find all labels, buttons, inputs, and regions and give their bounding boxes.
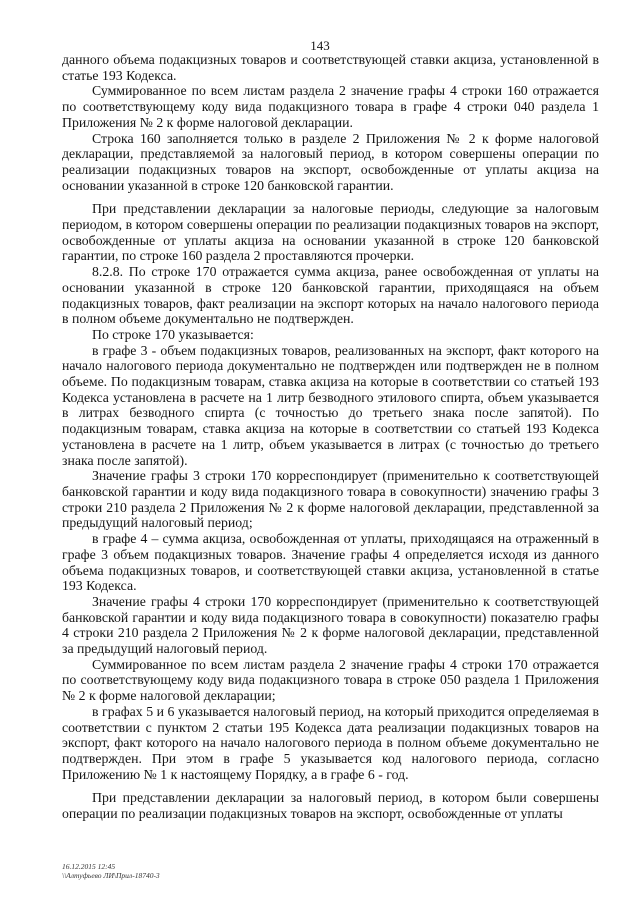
footer-date: 16.12.2015 12:45 bbox=[62, 862, 116, 871]
paragraph-line170-intro: По строке 170 указывается: bbox=[92, 326, 254, 342]
footer-file-path: \\Алтуфьево ЛИ\Прил-18740-3 bbox=[62, 871, 160, 880]
paragraph-column3: в графе 3 - объем подакцизных товаров, реализованных на экспорт, факт которого на начало налогового периода документально не подтвержден или подтвержден не в полном объеме. По подакцизным товарам, ставка акциза на которые в соответствии со статьей 193 Кодекса установлена в расчете на 1 литр безводного этилового спирта, объем указывается в литрах безводного спирта (с точностью до третьего знака после запятой). По подакцизным товарам, ставка акциза на которые в соответствии со статьей 193 Кодекса установлена в расчете на 1 литр, объем указывается в литрах (с точностью до третьего знака после запятой). bbox=[62, 342, 599, 468]
paragraph-column4: в графе 4 – сумма акциза, освобожденная от уплаты, приходящаяся на отраженный в графе 3 объем подакцизных товаров. Значение графы 4 определяется исходя из данного объема подакцизных товаров, и соответствующей ставки акциза, установленной в статье 193 Кодекса. bbox=[62, 531, 599, 594]
paragraph-continuation: данного объема подакцизных товаров и соответствующей ставки акциза, установленной в статье 193 Кодекса. bbox=[62, 52, 599, 83]
footer-stamp bbox=[62, 862, 160, 880]
paragraph-column3-correspondence: Значение графы 3 строки 170 корреспондирует (применительно к соответствующей банковской гарантии и коду вида подакцизного товара в совокупности) значению графы 3 строки 210 раздела 2 Приложения № 2 к форме налоговой декларации, представленной за предыдущий налоговый период; bbox=[62, 468, 599, 531]
paragraph-export-period: При представлении декларации за налоговый период, в котором были совершены операции по реализации подакцизных товаров на экспорт, освобожденные от уплаты bbox=[62, 790, 599, 822]
paragraph-line160-summary: Суммированное по всем листам раздела 2 значение графы 4 строки 160 отражается по соответствующему коду вида подакцизного товара в графе 4 строки 040 раздела 1 Приложения № 2 к форме налоговой декларации. bbox=[62, 83, 599, 130]
paragraph-column4-correspondence: Значение графы 4 строки 170 корреспондирует (применительно к соответствующей банковской гарантии и коду вида подакцизного товара в совокупности) показателю графы 4 строки 210 раздела 2 Приложения № 2 к форме налоговой декларации, представленной за предыдущий налоговый период. bbox=[62, 593, 599, 657]
page-number: 143 bbox=[310, 38, 330, 53]
paragraph-line160-filling: Строка 160 заполняется только в разделе 2 Приложения № 2 к форме налоговой декларации, представляемой за налоговый период, в котором совершены операции по реализации подакцизных товаров на экспорт, освобожденные от уплаты акциза на основании указанной в строке 120 банковской гарантии. bbox=[62, 130, 599, 193]
paragraph-8-2-8: 8.2.8. По строке 170 отражается сумма акциза, ранее освобожденная от уплаты на основании указанной в строке 120 банковской гарантии, приходящаяся на объем подакцизных товаров, факт реализации на экспорт которых на начало налогового периода в полном объеме документально не подтвержден. bbox=[62, 264, 599, 327]
document-body bbox=[62, 52, 599, 822]
paragraph-line170-summary: Суммированное по всем листам раздела 2 значение графы 4 строки 170 отражается по соответствующему коду вида подакцизного товара в строке 050 раздела 1 Приложения № 2 к форме налоговой декларации; bbox=[62, 656, 599, 704]
paragraph-columns5-6: в графах 5 и 6 указывается налоговый период, на который приходится определяемая в соответствии с пунктом 2 статьи 195 Кодекса дата реализации подакцизных товаров на экспорт, факт которого на начало налогового периода в полном объеме документально не подтвержден. При этом в графе 5 указывается код налогового периода, согласно Приложению № 1 к настоящему Порядку, а в графе 6 - год. bbox=[62, 703, 599, 782]
paragraph-following-periods: При представлении декларации за налоговые периоды, следующие за налоговым периодом, в котором совершены операции по реализации подакцизных товаров на экспорт, освобожденные от уплаты акциза на основании указанной в строке 120 банковской гарантии, по строке 160 раздела 2 проставляются прочерки. bbox=[62, 201, 599, 264]
